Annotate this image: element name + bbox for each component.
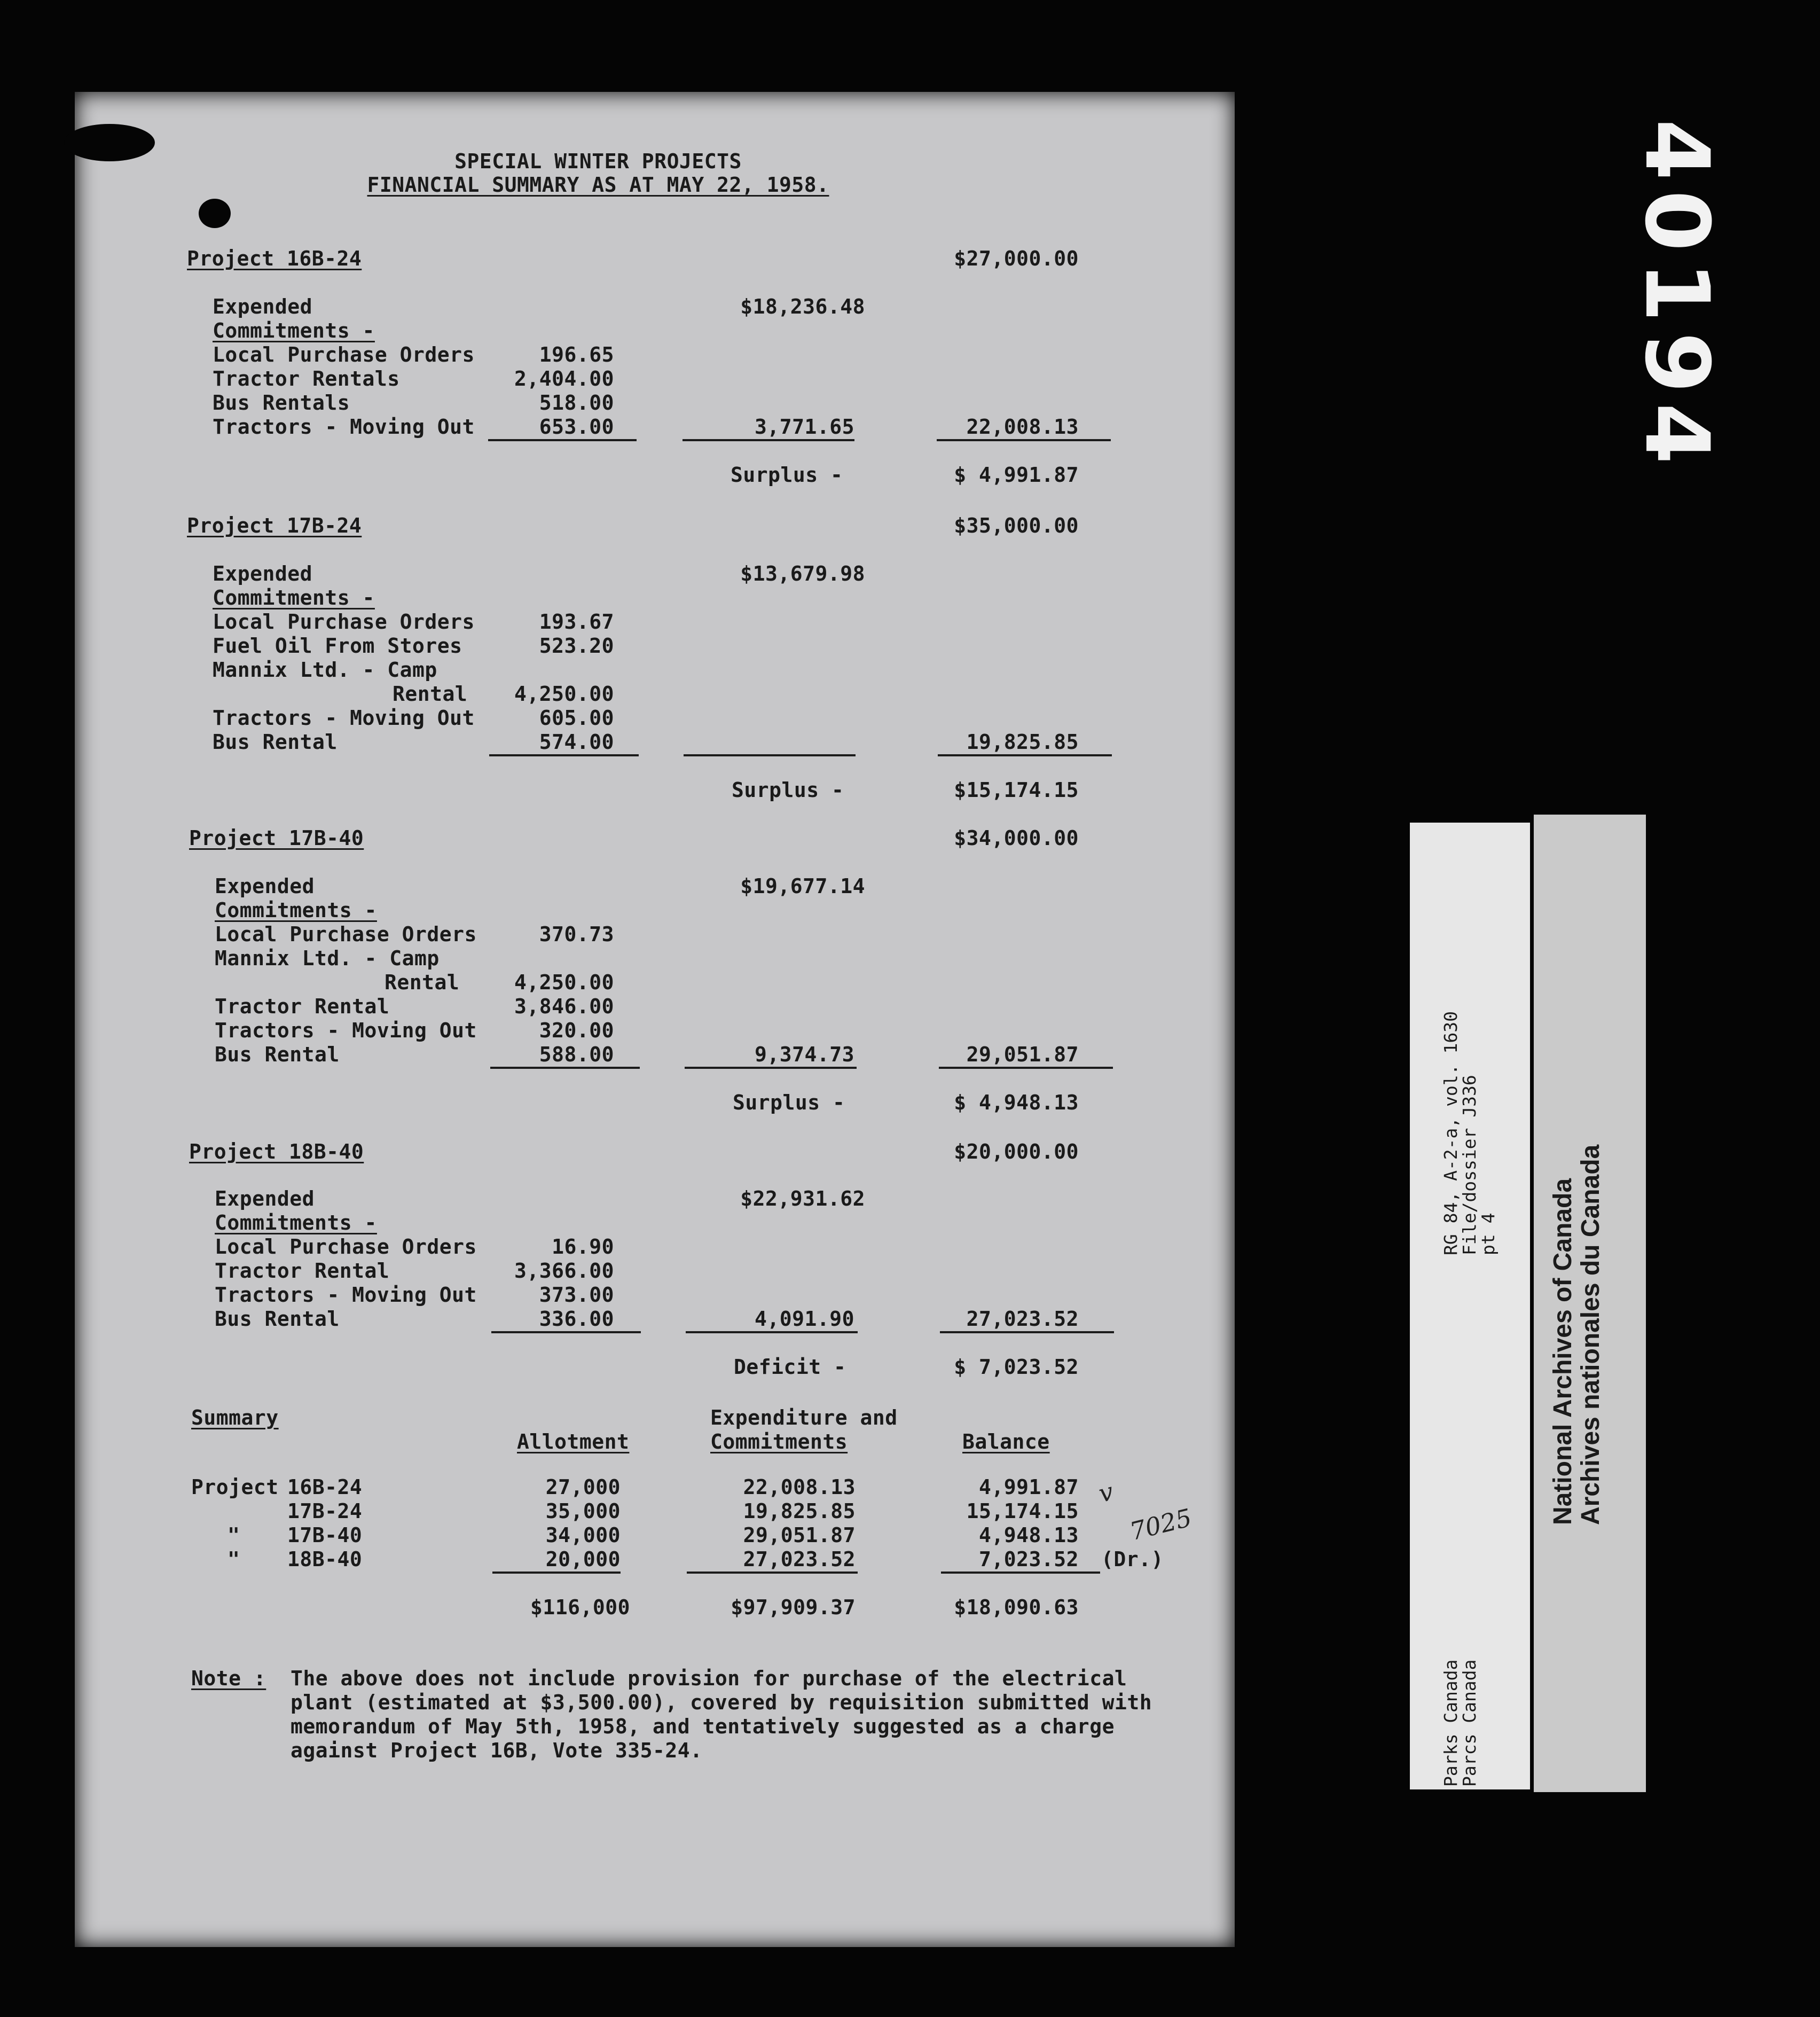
project-heading: Project 17B-40 xyxy=(189,826,364,850)
summary-row-expenditure: 22,008.13 xyxy=(743,1475,856,1499)
summary-row-balance: 4,991.87 xyxy=(978,1475,1079,1499)
archive-institution-label xyxy=(1534,815,1646,1792)
line-item-amount: 605.00 xyxy=(539,706,614,730)
summary-row-dr-marker: (Dr.) xyxy=(1101,1547,1164,1571)
summary-heading: Summary xyxy=(191,1406,279,1429)
result-label: Surplus - xyxy=(733,1091,845,1114)
line-item-label: Local Purchase Orders xyxy=(213,610,475,634)
underline-rule xyxy=(491,1331,641,1333)
summary-row-expenditure: 29,051.87 xyxy=(743,1523,856,1547)
summary-row-allotment: 35,000 xyxy=(545,1499,621,1523)
expended-amount: $18,236.48 xyxy=(740,295,865,318)
underline-rule xyxy=(686,1331,858,1333)
project-allotment: $35,000.00 xyxy=(954,514,1079,537)
underline-rule xyxy=(939,1067,1113,1069)
summary-row-prefix: " xyxy=(228,1547,240,1571)
summary-row-code: 17B-40 xyxy=(287,1523,363,1547)
summary-row-balance: 4,948.13 xyxy=(978,1523,1079,1547)
line-item-label: Bus Rental xyxy=(213,730,338,754)
line-item-amount: 320.00 xyxy=(539,1019,614,1042)
commitments-label: Commitments - xyxy=(215,898,377,922)
punch-hole-mark xyxy=(64,124,155,161)
archive-reference-line: pt 4 xyxy=(1478,1213,1499,1255)
ink-blot xyxy=(199,199,231,228)
underline-rule xyxy=(937,439,1111,441)
project-grand-total: 27,023.52 xyxy=(966,1307,1079,1331)
note-line: plant (estimated at $3,500.00), covered by requisition submitted with xyxy=(291,1691,1152,1714)
line-item-label: Bus Rental xyxy=(215,1043,340,1066)
commitments-label: Commitments - xyxy=(213,319,375,342)
underline-rule xyxy=(682,439,854,441)
expended-amount: $13,679.98 xyxy=(740,562,865,585)
summary-header-allotment: Allotment xyxy=(517,1430,630,1453)
underline-rule xyxy=(489,754,639,756)
result-label: Surplus - xyxy=(731,463,843,487)
note-line: against Project 16B, Vote 335-24. xyxy=(291,1739,703,1762)
summary-header-commitments: Commitments xyxy=(710,1430,848,1453)
project-allotment: $20,000.00 xyxy=(954,1140,1079,1163)
underline-rule xyxy=(687,1572,858,1574)
typed-financial-sheet xyxy=(75,92,1235,1947)
underline-rule xyxy=(940,1331,1114,1333)
summary-row-code: 18B-40 xyxy=(287,1547,363,1571)
line-item-label: Rental xyxy=(385,971,460,994)
expended-amount: $22,931.62 xyxy=(740,1187,865,1210)
summary-total-expenditure: $97,909.37 xyxy=(731,1596,856,1619)
handwritten-checkmark: v xyxy=(1095,1476,1117,1508)
result-value: $ 7,023.52 xyxy=(954,1355,1079,1379)
archive-reference-label xyxy=(1410,823,1530,1789)
summary-row-prefix: " xyxy=(228,1523,240,1547)
summary-row-expenditure: 19,825.85 xyxy=(743,1499,856,1523)
line-item-label: Tractors - Moving Out xyxy=(215,1283,477,1307)
line-item-amount: 3,846.00 xyxy=(514,995,614,1018)
underline-rule xyxy=(941,1572,1100,1574)
summary-row-balance: 7,023.52 xyxy=(978,1547,1079,1571)
summary-total-allotment: $116,000 xyxy=(530,1596,630,1619)
project-heading: Project 17B-24 xyxy=(187,514,362,537)
expended-label: Expended xyxy=(215,874,315,898)
project-grand-total: 19,825.85 xyxy=(966,730,1079,754)
line-item-label: Local Purchase Orders xyxy=(215,922,477,946)
line-item-amount: 574.00 xyxy=(539,730,614,754)
line-item-label: Local Purchase Orders xyxy=(215,1235,477,1258)
line-item-label: Tractor Rentals xyxy=(213,367,400,390)
result-value: $15,174.15 xyxy=(954,778,1079,802)
summary-row-expenditure: 27,023.52 xyxy=(743,1547,856,1571)
agency-name: Parks Canada xyxy=(1440,1659,1461,1787)
note-line: memorandum of May 5th, 1958, and tentatively suggested as a charge xyxy=(291,1715,1115,1738)
line-item-label: Tractor Rental xyxy=(215,995,390,1018)
line-item-amount: 653.00 xyxy=(539,415,614,439)
project-allotment: $34,000.00 xyxy=(954,826,1079,850)
underline-rule xyxy=(684,754,856,756)
line-item-amount: 588.00 xyxy=(539,1043,614,1066)
line-item-label: Tractors - Moving Out xyxy=(213,706,475,730)
result-value: $ 4,948.13 xyxy=(954,1091,1079,1114)
line-item-label: Local Purchase Orders xyxy=(213,343,475,366)
line-item-amount: 193.67 xyxy=(539,610,614,634)
line-item-amount: 523.20 xyxy=(539,634,614,658)
project-heading: Project 16B-24 xyxy=(187,247,362,270)
commitments-total: 3,771.65 xyxy=(754,415,854,439)
expended-amount: $19,677.14 xyxy=(740,874,865,898)
line-item-amount: 373.00 xyxy=(539,1283,614,1307)
commitments-label: Commitments - xyxy=(213,586,375,609)
handwritten-annotation: 7025 xyxy=(1127,1503,1195,1546)
summary-total-balance: $18,090.63 xyxy=(954,1596,1079,1619)
line-item-amount: 336.00 xyxy=(539,1307,614,1331)
line-item-label: Tractors - Moving Out xyxy=(213,415,475,439)
line-item-amount: 3,366.00 xyxy=(514,1259,614,1283)
underline-rule xyxy=(490,1067,640,1069)
summary-row-balance: 15,174.15 xyxy=(966,1499,1079,1523)
line-item-label: Bus Rentals xyxy=(213,391,350,415)
project-grand-total: 22,008.13 xyxy=(966,415,1079,439)
underline-rule xyxy=(488,439,637,441)
result-value: $ 4,991.87 xyxy=(954,463,1079,487)
summary-row-prefix: Project xyxy=(191,1475,279,1499)
document-subtitle: FINANCIAL SUMMARY AS AT MAY 22, 1958. xyxy=(367,173,829,197)
expended-label: Expended xyxy=(215,1187,315,1210)
line-item-label: Rental xyxy=(393,682,468,706)
summary-row-allotment: 20,000 xyxy=(545,1547,621,1571)
line-item-amount: 370.73 xyxy=(539,922,614,946)
underline-rule xyxy=(685,1067,857,1069)
commitments-total: 9,374.73 xyxy=(754,1043,854,1066)
expended-label: Expended xyxy=(213,562,313,585)
note-line: The above does not include provision for purchase of the electrical xyxy=(291,1667,1127,1690)
commitments-total: 4,091.90 xyxy=(754,1307,854,1331)
line-item-amount: 196.65 xyxy=(539,343,614,366)
line-item-label: Tractor Rental xyxy=(215,1259,390,1283)
institution-name: National Archives of Canada xyxy=(1549,1178,1577,1525)
agency-name: Parcs Canada xyxy=(1459,1659,1480,1787)
summary-row-code: 17B-24 xyxy=(287,1499,363,1523)
line-item-amount: 4,250.00 xyxy=(514,682,614,706)
line-item-label: Mannix Ltd. - Camp xyxy=(215,947,440,970)
line-item-amount: 518.00 xyxy=(539,391,614,415)
line-item-amount: 4,250.00 xyxy=(514,971,614,994)
institution-name: Archives nationales du Canada xyxy=(1576,1144,1605,1525)
project-grand-total: 29,051.87 xyxy=(966,1043,1079,1066)
summary-row-code: 16B-24 xyxy=(287,1475,363,1499)
archive-reference-line: RG 84, A-2-a, vol. 1630 xyxy=(1440,1011,1461,1255)
project-heading: Project 18B-40 xyxy=(189,1140,364,1163)
summary-row-allotment: 27,000 xyxy=(545,1475,621,1499)
line-item-label: Bus Rental xyxy=(215,1307,340,1331)
commitments-label: Commitments - xyxy=(215,1211,377,1234)
microfilm-frame-number: 40194 xyxy=(1626,119,1729,474)
result-label: Surplus - xyxy=(732,778,844,802)
line-item-label: Tractors - Moving Out xyxy=(215,1019,477,1042)
line-item-label: Mannix Ltd. - Camp xyxy=(213,658,437,682)
summary-row-allotment: 34,000 xyxy=(545,1523,621,1547)
expended-label: Expended xyxy=(213,295,313,318)
archive-reference-line: File/dossier J336 xyxy=(1459,1075,1480,1255)
summary-header-expenditure: Expenditure and xyxy=(710,1406,898,1429)
underline-rule xyxy=(492,1572,621,1574)
document-title: SPECIAL WINTER PROJECTS xyxy=(454,150,742,173)
project-allotment: $27,000.00 xyxy=(954,247,1079,270)
result-label: Deficit - xyxy=(734,1355,846,1379)
summary-header-balance: Balance xyxy=(962,1430,1050,1453)
line-item-label: Fuel Oil From Stores xyxy=(213,634,462,658)
note-label: Note : xyxy=(191,1667,266,1690)
underline-rule xyxy=(938,754,1112,756)
line-item-amount: 2,404.00 xyxy=(514,367,614,390)
line-item-amount: 16.90 xyxy=(552,1235,614,1258)
